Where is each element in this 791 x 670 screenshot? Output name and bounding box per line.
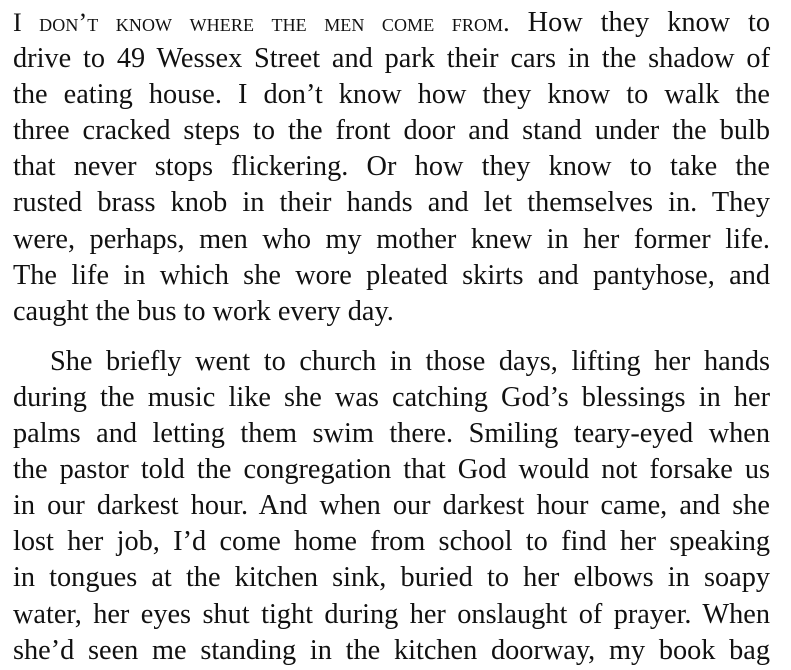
text-line (13, 5, 770, 41)
text-line: during the music like she was catching God’s blessings in her (13, 381, 770, 413)
text-line: that never stops flickering. Or how they know to take the (13, 151, 770, 183)
opening-smallcaps: I don’t know where the men come from. (13, 8, 510, 37)
text-line: water, her eyes shut tight during her onslaught of prayer. When (13, 598, 770, 630)
text-line: rusted brass knob in their hands and let themselves in. They (13, 187, 770, 219)
text-line: in tongues at the kitchen sink, buried to her elbows in soapy (13, 562, 770, 594)
paragraph-1 (13, 5, 770, 330)
text-line: she’d seen me standing in the kitchen doorway, my book bag (13, 634, 770, 666)
text-line: in our darkest hour. And when our darkest hour came, and she (13, 490, 770, 522)
text-line: caught the bus to work every day. (13, 295, 394, 327)
text-line: were, perhaps, men who my mother knew in her former life. (13, 223, 770, 255)
text-line: lost her job, I’d come home from school to find her speaking (13, 526, 770, 558)
text-line: the eating house. I don’t know how they know to walk the (13, 79, 770, 111)
text-line-rest: How they know to (509, 7, 770, 38)
text-line: the pastor told the congregation that God would not forsake us (13, 454, 770, 486)
text-line: three cracked steps to the front door and stand under the bulb (13, 115, 770, 147)
paragraph-2 (13, 344, 770, 669)
text-line: palms and letting them swim there. Smiling teary-eyed when (13, 418, 770, 450)
book-page (13, 5, 770, 669)
text-line: The life in which she wore pleated skirts and pantyhose, and (13, 259, 770, 291)
text-line: She briefly went to church in those days, lifting her hands (50, 345, 770, 377)
text-line: drive to 49 Wessex Street and park their cars in the shadow of (13, 43, 770, 75)
